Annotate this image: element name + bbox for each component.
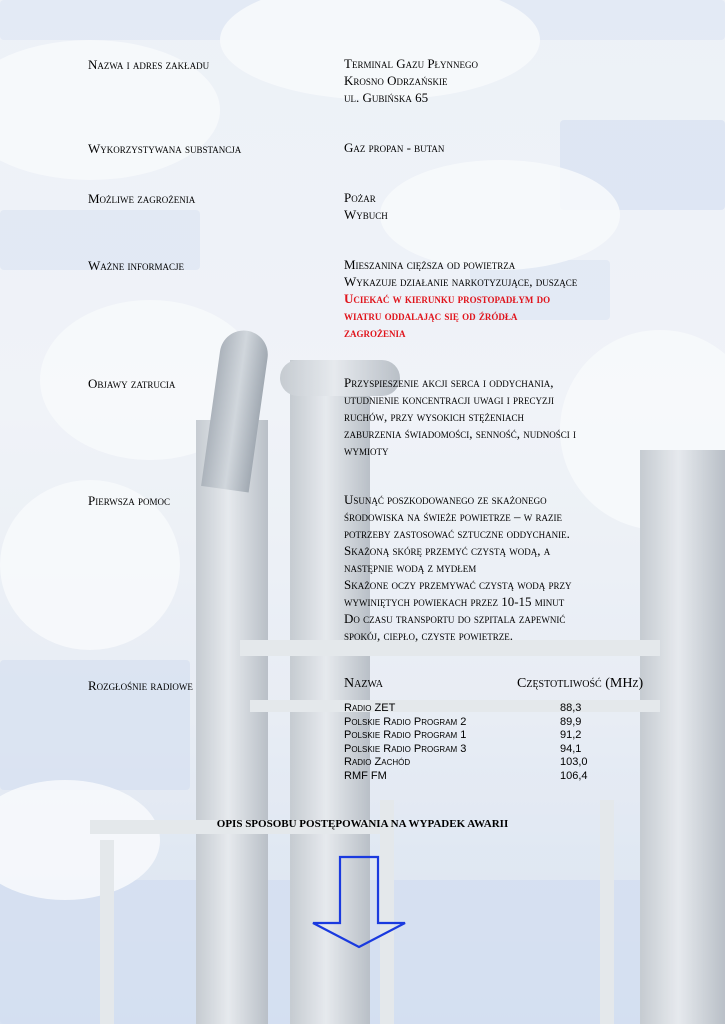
facility-street: ul. Gubińska 65: [344, 90, 429, 105]
first-aid-line: następnie wodą z mydłem: [344, 560, 477, 575]
station-frequency: 94,1: [560, 742, 582, 755]
station-name: Polskie Radio Program 3: [344, 742, 467, 755]
first-aid-line: Do czasu transportu do szpitala zapewnić: [344, 611, 566, 626]
symptoms-value: [344, 374, 654, 459]
facility-label: Nazwa i adres zakładu: [88, 57, 210, 72]
radio-station-row: [344, 716, 604, 730]
first-aid-line: Skażone oczy przemywać czystą wodą przy: [344, 577, 572, 592]
hazard-fire: Pożar: [344, 190, 376, 205]
facility-value: [344, 55, 654, 106]
hazards-label: Możliwe zagrożenia: [88, 191, 196, 206]
station-name: Polskie Radio Program 2: [344, 715, 467, 728]
symptoms-line: Przyspieszenie akcji serca i oddychania,: [344, 375, 554, 390]
warning-line: wiatru oddalając się od źródła: [344, 308, 518, 323]
procedure-title: OPIS SPOSOBU POSTĘPOWANIA NA WYPADEK AWARII: [216, 818, 509, 830]
symptoms-label: Objawy zatrucia: [88, 376, 176, 391]
first-aid-line: wywiniętych powiekach przez 10-15 minut: [344, 594, 565, 609]
warning-line: Uciekać w kierunku prostopadłym do: [344, 291, 551, 306]
radio-station-row: [344, 743, 604, 757]
substance-text: Gaz propan - butan: [344, 140, 445, 155]
radio-station-row: [344, 770, 604, 784]
important-line: Wykazuje działanie narkotyzujące, duszące: [344, 274, 578, 289]
facility-city: Krosno Odrzańskie: [344, 73, 448, 88]
radio-station-row: [344, 702, 604, 716]
substance-label: Wykorzystywana substancja: [88, 141, 242, 156]
station-name: Radio Zachód: [344, 756, 411, 768]
down-arrow-icon: [310, 854, 410, 950]
symptoms-line: ruchów, przy wysokich stężeniach: [344, 409, 524, 424]
radio-station-row: [344, 729, 604, 743]
first-aid-line: środowiska na świeże powietrze – w razie: [344, 509, 562, 524]
station-frequency: 88,3: [560, 702, 582, 714]
important-line: Mieszanina cięższa od powietrza: [344, 257, 516, 272]
station-frequency: 91,2: [560, 729, 582, 741]
radio-col-name: Nazwa: [344, 676, 383, 691]
station-frequency: 106,4: [560, 769, 588, 782]
radio-stations-table: [344, 702, 604, 783]
substance-value: [344, 139, 654, 156]
symptoms-line: zaburzenia świadomości, senność, nudności i: [344, 426, 577, 441]
first-aid-line: Skażoną skórę przemyć czystą wodą, a: [344, 543, 551, 558]
radio-station-row: [344, 756, 604, 770]
hazards-value: [344, 189, 654, 223]
first-aid-label: Pierwsza pomoc: [88, 493, 170, 508]
symptoms-line: wymioty: [344, 443, 389, 458]
important-label: Ważne informacje: [88, 258, 185, 273]
radio-label: Rozgłośnie radiowe: [88, 678, 193, 693]
first-aid-line: Usunąć poszkodowanego ze skażonego: [344, 492, 547, 507]
radio-col-frequency: Częstotliwość (MHz): [517, 676, 644, 691]
hazard-explosion: Wybuch: [344, 207, 388, 222]
first-aid-line: potrzeby zastosować sztuczne oddychanie.: [344, 526, 570, 541]
first-aid-line: spokój, ciepło, czyste powietrze.: [344, 628, 514, 643]
station-name: Radio ZET: [344, 702, 396, 714]
station-frequency: 103,0: [560, 756, 588, 768]
symptoms-line: utudnienie koncentracji uwagi i precyzji: [344, 392, 554, 407]
warning-line: zagrożenia: [344, 325, 406, 340]
important-value: [344, 256, 654, 341]
station-name: Polskie Radio Program 1: [344, 729, 467, 741]
station-name: RMF FM: [344, 769, 387, 782]
station-frequency: 89,9: [560, 715, 582, 728]
first-aid-value: [344, 491, 654, 644]
facility-name: Terminal Gazu Płynnego: [344, 56, 479, 71]
